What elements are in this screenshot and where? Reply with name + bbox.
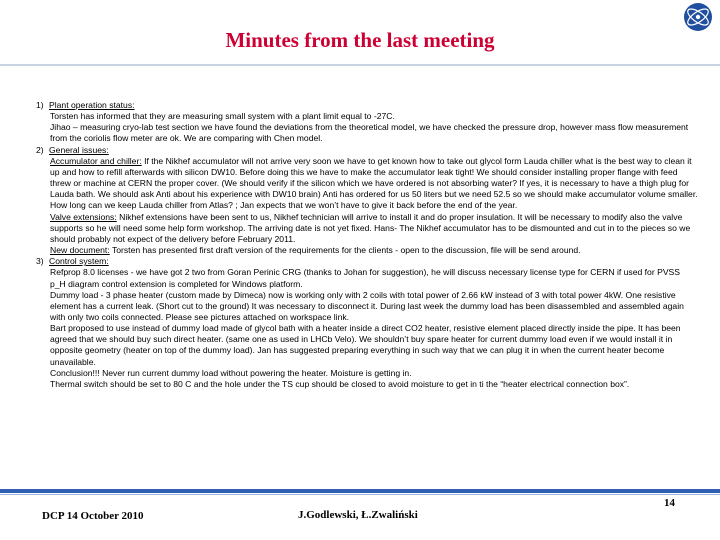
paragraph-text: Refprop 8.0 licenses - we have got 2 two from Goran Perinic CRG (thanks to Johan for suggestion), he will discuss necessary license type for CERN if used for PVSS xyxy=(50,267,681,278)
paragraph xyxy=(36,200,700,211)
section xyxy=(36,100,700,145)
paragraph-label: Valve extensions: xyxy=(50,211,117,222)
paragraph xyxy=(36,323,700,368)
paragraph xyxy=(36,368,700,379)
paragraph xyxy=(36,267,700,278)
paragraph-text: p_H diagram control extension is completed for Windows platform. xyxy=(50,278,303,289)
paragraph-text: Dummy load - 3 phase heater (custom made by Dimeca) now is working only with 2 coils with total power of 2.66 kW instead of 3 with total power 4kW. One resistive element has a current leak. (Short cut to the ground) It was necessary to disconnect it. During last week the dummy load has been disassembled and assembled again with only two coils connected. Please see pictures attached on workspace link. xyxy=(50,289,684,322)
paragraph xyxy=(36,122,700,144)
paragraph xyxy=(36,111,700,122)
paragraph-text: Jihao – measuring cryo-lab test section we have found the deviations from the theoretical model, we have checked the pressure drop, however mass flow measurement from the coriolis flow meter are ok. We are comparing with Chen model. xyxy=(50,122,689,144)
paragraph-text: Nikhef extensions have been sent to us, Nikhef technician will arrive to install it and do proper insulation. It will be necessary to modify also the valve supports so he will need some help form workshop. The arriving date is not yet fixed. Hans- The Nikhef accumulator has to be dismounted and cut in to the pieces so we should probably not expect of the delivery before February 2011. xyxy=(50,211,691,244)
section xyxy=(36,145,700,257)
section-title: General issues: xyxy=(49,144,109,155)
section-number: 3) xyxy=(36,256,44,267)
footer-divider xyxy=(0,489,720,493)
paragraph-label: Accumulator and chiller: xyxy=(50,155,142,166)
section-number: 1) xyxy=(36,100,44,110)
footer-divider-thin xyxy=(0,494,720,495)
paragraph-text: Thermal switch should be set to 80 C and the hole under the TS cup should be closed to avoid moisture to get in ti the “heater electrical connection box”. xyxy=(50,378,630,389)
minutes-body xyxy=(36,100,700,390)
section-number: 2) xyxy=(36,144,44,155)
paragraph xyxy=(36,212,700,245)
paragraph xyxy=(36,156,700,201)
title-divider xyxy=(0,64,720,66)
paragraph-text: Conclusion!!! Never run current dummy load without powering the heater. Moisture is getting in. xyxy=(50,367,412,378)
section-title: Plant operation status: xyxy=(49,100,135,110)
footer-date: DCP 14 October 2010 xyxy=(42,510,144,522)
paragraph-text: Torsten has presented first draft version of the requirements for the clients - open to the discussion, file will be send around. xyxy=(109,245,581,256)
page-title: Minutes from the last meeting xyxy=(225,28,495,52)
footer-authors: J.Godlewski, Ł.Zwaliński xyxy=(298,509,418,521)
paragraph xyxy=(36,379,700,390)
paragraph xyxy=(36,279,700,290)
paragraph-label: New document: xyxy=(50,245,110,256)
paragraph xyxy=(36,245,700,256)
paragraph xyxy=(36,290,700,323)
section xyxy=(36,256,700,390)
paragraph-text: Torsten has informed that they are measuring small system with a plant limit equal to -27C. xyxy=(50,111,395,122)
section-title: Control system: xyxy=(49,256,109,267)
paragraph-text: If the Nikhef accumulator will not arrive very soon we have to get known how to take out glycol form Lauda chiller what is the best way to clean it up and how to refill afterwards with silicon DW10. Before doing this we have to make the accumulator leak tight! We should consider installing proper flange with feed threw or machine at CERN the proper cover. (We should verify if the silicon which we have ordered is not absorbing water? If yes, it is necessary to have a thigh plug for Lauda bath. We should ask Anti about his experience with DW10 brain) Anti has ordered for us 50 liters but we need 52.5 so we should make accumulator volume smaller. xyxy=(50,155,698,200)
paragraph-text: Bart proposed to use instead of dummy load made of glycol bath with a heater inside a direct CO2 heater, resistive element placed directly inside the pipe. It has been agreed that we should buy such direct heater. (same one as used in LHCb Velo). We shouldn’t buy spare heater for current dummy load even if we would install it in opposite geometry (heater on top of the dummy load). Jan has suggested preparing everything in such way that we can plug it in when the current heater become unavailable. xyxy=(50,323,681,367)
paragraph-text: How long can we keep Lauda chiller from Atlas? ; Jan expects that we won’t have to give it back before the end of the year. xyxy=(50,200,518,211)
page-number: 14 xyxy=(664,497,675,509)
